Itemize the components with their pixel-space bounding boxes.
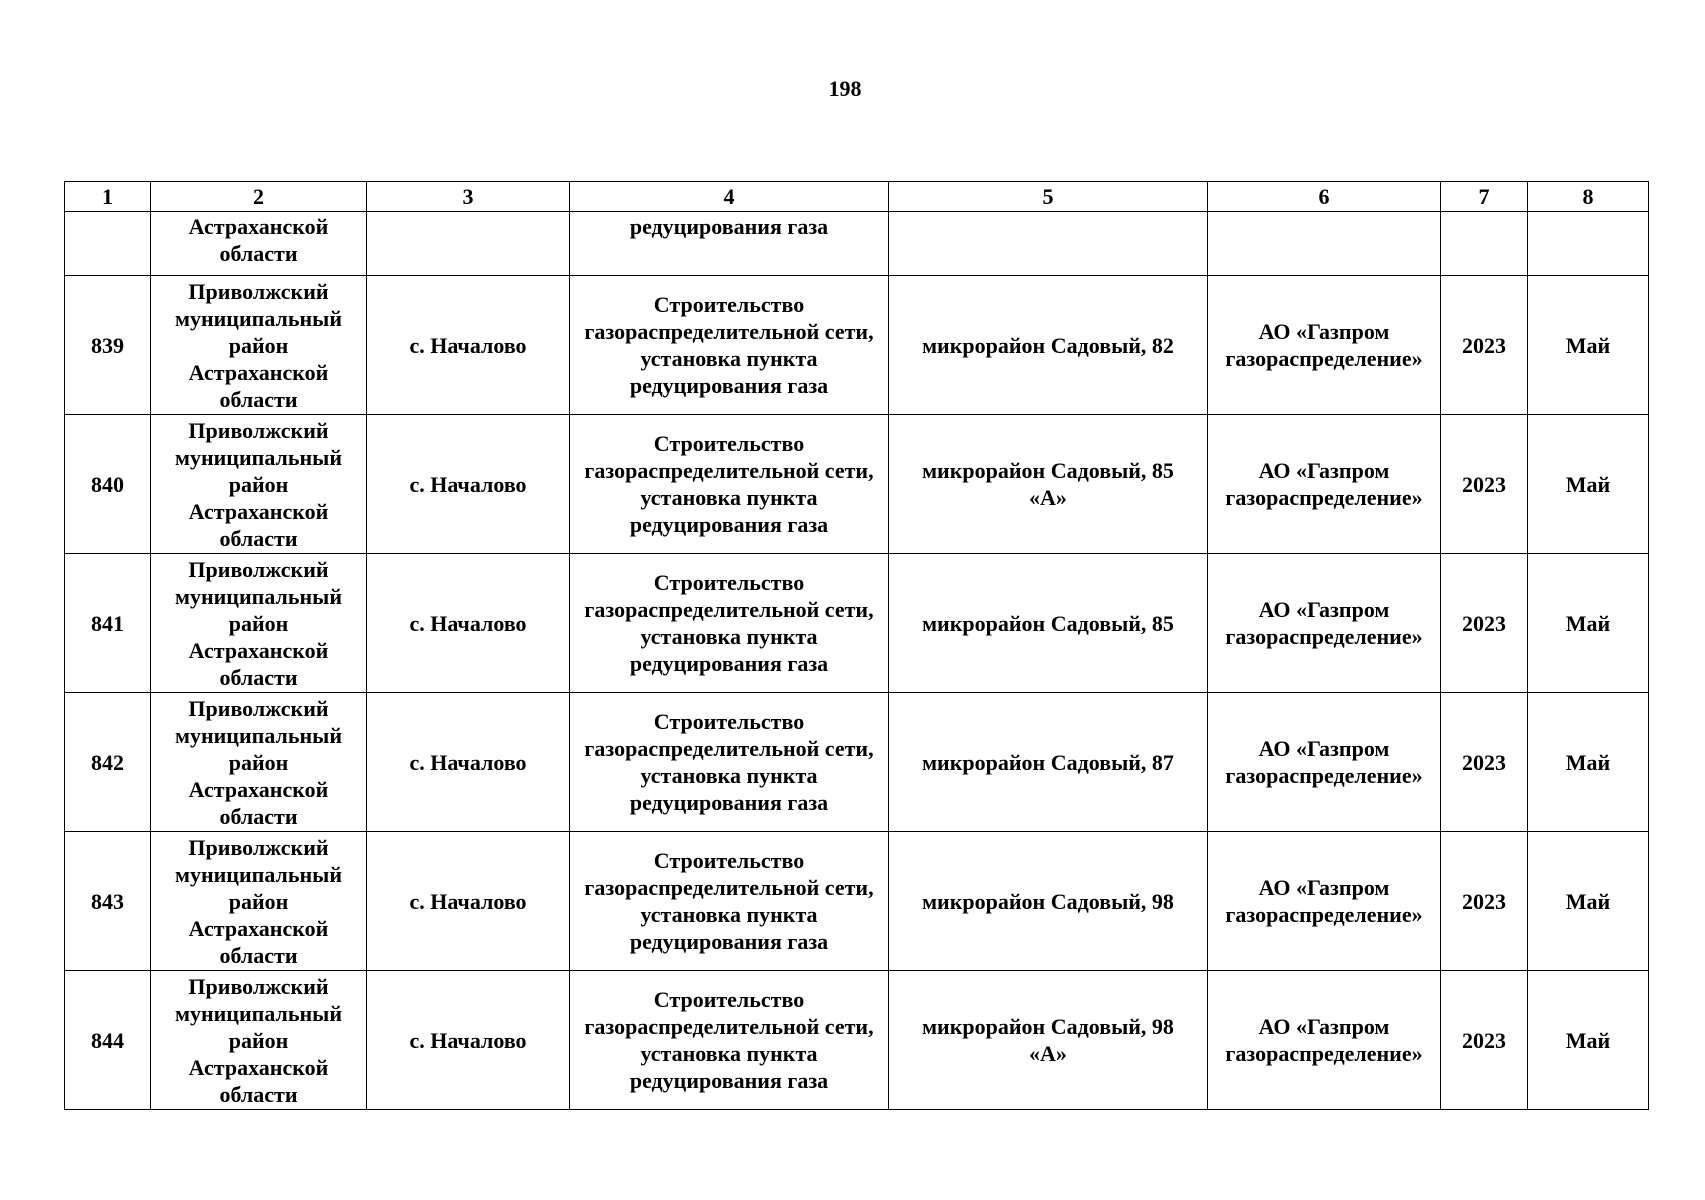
cell-address: микрорайон Садовый, 98 [889, 832, 1208, 971]
cell-year: 2023 [1441, 554, 1528, 693]
cell-address: микрорайон Садовый, 87 [889, 693, 1208, 832]
cell-organization: АО «Газпром газораспределение» [1208, 971, 1441, 1110]
cell-organization: АО «Газпром газораспределение» [1208, 415, 1441, 554]
cell-work-description: Строительство газораспределительной сети, установка пункта редуцирования газа [570, 415, 889, 554]
cell-month: Май [1528, 554, 1649, 693]
cell-settlement [367, 212, 570, 276]
cell-month: Май [1528, 693, 1649, 832]
cell-month: Май [1528, 971, 1649, 1110]
column-header: 7 [1441, 182, 1528, 212]
table-row [65, 832, 1649, 971]
cell-settlement: с. Началово [367, 276, 570, 415]
cell-organization: АО «Газпром газораспределение» [1208, 554, 1441, 693]
cell-settlement: с. Началово [367, 971, 570, 1110]
cell-month: Май [1528, 832, 1649, 971]
page-number: 198 [828, 76, 862, 101]
column-header: 3 [367, 182, 570, 212]
column-header: 6 [1208, 182, 1441, 212]
cell-number: 842 [65, 693, 151, 832]
table-row [65, 415, 1649, 554]
cell-work-description: Строительство газораспределительной сети, установка пункта редуцирования газа [570, 832, 889, 971]
cell-month: Май [1528, 276, 1649, 415]
cell-month [1528, 212, 1649, 276]
cell-district: Приволжский муниципальный район Астраханской области [151, 415, 367, 554]
column-header: 1 [65, 182, 151, 212]
continuation-row [65, 212, 1649, 276]
cell-settlement: с. Началово [367, 554, 570, 693]
cell-district: Приволжский муниципальный район Астраханской области [151, 693, 367, 832]
column-header: 8 [1528, 182, 1649, 212]
column-header: 5 [889, 182, 1208, 212]
table-row [65, 971, 1649, 1110]
cell-number: 840 [65, 415, 151, 554]
cell-address [889, 212, 1208, 276]
cell-number: 843 [65, 832, 151, 971]
cell-address: микрорайон Садовый, 98 «А» [889, 971, 1208, 1110]
cell-work-description: Строительство газораспределительной сети, установка пункта редуцирования газа [570, 693, 889, 832]
cell-district: Приволжский муниципальный район Астраханской области [151, 554, 367, 693]
cell-year: 2023 [1441, 971, 1528, 1110]
cell-year: 2023 [1441, 415, 1528, 554]
cell-number: 839 [65, 276, 151, 415]
gas-network-table [64, 181, 1649, 1110]
cell-work-description: Строительство газораспределительной сети, установка пункта редуцирования газа [570, 971, 889, 1110]
cell-organization: АО «Газпром газораспределение» [1208, 693, 1441, 832]
cell-organization [1208, 212, 1441, 276]
cell-year: 2023 [1441, 276, 1528, 415]
cell-settlement: с. Началово [367, 693, 570, 832]
cell-settlement: с. Началово [367, 832, 570, 971]
cell-year: 2023 [1441, 693, 1528, 832]
cell-address: микрорайон Садовый, 85 [889, 554, 1208, 693]
cell-number [65, 212, 151, 276]
cell-district: Астраханской области [151, 212, 367, 276]
cell-address: микрорайон Садовый, 82 [889, 276, 1208, 415]
cell-organization: АО «Газпром газораспределение» [1208, 832, 1441, 971]
cell-district: Приволжский муниципальный район Астраханской области [151, 832, 367, 971]
cell-year: 2023 [1441, 832, 1528, 971]
cell-month: Май [1528, 415, 1649, 554]
cell-address: микрорайон Садовый, 85 «А» [889, 415, 1208, 554]
column-header: 4 [570, 182, 889, 212]
cell-work-description: Строительство газораспределительной сети, установка пункта редуцирования газа [570, 554, 889, 693]
cell-settlement: с. Началово [367, 415, 570, 554]
column-header: 2 [151, 182, 367, 212]
cell-number: 841 [65, 554, 151, 693]
cell-year [1441, 212, 1528, 276]
column-number-header-row [65, 182, 1649, 212]
table-row [65, 693, 1649, 832]
cell-work-description: Строительство газораспределительной сети, установка пункта редуцирования газа [570, 276, 889, 415]
cell-number: 844 [65, 971, 151, 1110]
table-row [65, 554, 1649, 693]
cell-work-description: редуцирования газа [570, 212, 889, 276]
cell-organization: АО «Газпром газораспределение» [1208, 276, 1441, 415]
cell-district: Приволжский муниципальный район Астраханской области [151, 971, 367, 1110]
table-row [65, 276, 1649, 415]
cell-district: Приволжский муниципальный район Астраханской области [151, 276, 367, 415]
